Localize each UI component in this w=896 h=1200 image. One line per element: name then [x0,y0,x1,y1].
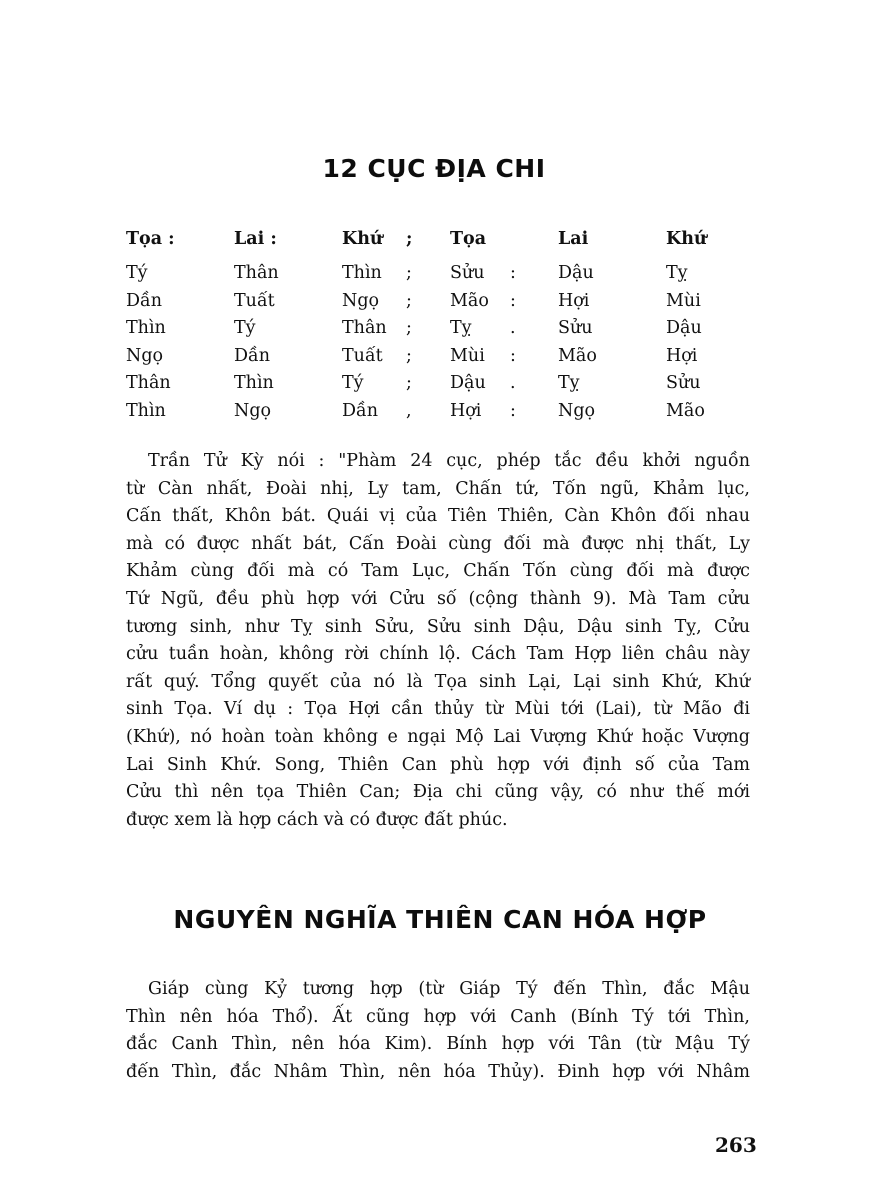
section-title-nguyen-nghia-thien-can: NGUYÊN NGHĨA THIÊN CAN HÓA HỢP [173,905,707,934]
section-title-12-cuc-dia-chi: 12 CỤC ĐỊA CHI [322,154,546,183]
cell: Tuất [342,345,383,366]
cell: Tỵ [558,373,580,393]
table-row [126,315,766,343]
cell: Thân [126,373,171,393]
cell: Hợi [450,400,482,421]
text-line: (Khứ), nó hoàn toàn không e ngại Mộ Lai Vượng Khứ hoặc Vượng [126,726,750,747]
text-line: rất quý. Tổng quyết của nó là Tọa sinh Lại, Lại sinh Khứ, Khứ [126,671,750,692]
cell: Ngọ [342,290,380,311]
header-lai-1: Lai : [234,229,277,249]
cell: Hợi [558,290,590,311]
table-row [126,398,766,426]
table-row [126,343,766,371]
header-lai-2: Lai [558,229,589,249]
separator: : [510,290,516,311]
separator: , [406,400,412,421]
cell: Thân [342,318,387,338]
cell: Ngọ [558,400,596,421]
cell: Dần [126,290,163,311]
header-khu-1: Khứ [342,229,383,249]
table-row [126,288,766,316]
page-number: 263 [715,1133,757,1157]
cell: Thìn [234,373,274,393]
cell: Dần [234,345,271,366]
separator: ; [406,373,412,393]
cell: Tý [126,263,148,283]
cell: Sửu [450,263,485,283]
text-line: Cửu thì nên tọa Thiên Can; Địa chi cũng vậy, có như thế mới [126,782,750,803]
text-line: sinh Tọa. Ví dụ : Tọa Hợi cần thủy từ Mùi tới (Lai), từ Mão đi [126,699,750,720]
text-line: Khảm cùng đối mà có Tam Lục, Chấn Tốn cùng đối mà được [126,561,750,582]
cell: Dậu [450,373,486,393]
text-line: Trần Tử Kỳ nói : "Phàm 24 cục, phép tắc đều khởi nguồn [148,451,750,471]
text-line: từ Càn nhất, Đoài nhị, Ly tam, Chấn tứ, Tốn ngũ, Khảm lục, [126,478,750,499]
cell: Hợi [666,345,698,366]
separator: : [510,345,516,366]
cell: Dậu [666,318,702,338]
text-line: tương sinh, như Tỵ sinh Sửu, Sửu sinh Dậu, Dậu sinh Tỵ, Cửu [126,616,750,637]
cell: Dậu [558,263,594,283]
cell: Mùi [666,290,701,311]
text-line: Thìn nên hóa Thổ). Ất cũng hợp với Canh (Bính Tý tới Thìn, [126,1006,750,1027]
table-row [126,370,766,398]
table-row [126,260,766,288]
table-header-row [126,226,766,260]
cell: Tý [234,318,256,338]
cell: Thìn [126,400,166,421]
cell: Mão [666,400,705,421]
cell: Thân [234,263,279,283]
separator: ; [406,345,412,366]
separator: ; [406,290,412,311]
text-line: mà có được nhất bát, Cấn Đoài cùng đối mà được nhị thất, Ly [126,533,750,554]
separator: . [510,318,516,338]
text-line: đến Thìn, đắc Nhâm Thìn, nên hóa Thủy). Đinh hợp với Nhâm [126,1061,750,1082]
separator: : [510,263,516,283]
cell: Mão [558,345,597,366]
paragraph-thien-can-hoa-hop [126,976,750,1086]
cell: Ngọ [126,345,164,366]
text-line: được xem là hợp cách và có được đất phúc. [126,809,508,830]
separator: ; [406,263,412,283]
cell: Sửu [558,318,593,338]
separator: : [510,400,516,421]
cell: Mùi [450,345,485,366]
cell: Sửu [666,373,701,393]
paragraph-tran-tu-ky [126,448,750,834]
text-line: Tứ Ngũ, đều phù hợp với Cửu số (cộng thành 9). Mà Tam cửu [126,588,750,609]
text-line: đắc Canh Thìn, nên hóa Kim). Bính hợp với Tân (từ Mậu Tý [126,1034,750,1055]
cell: Mão [450,290,489,311]
dia-chi-table [126,226,766,425]
header-toa-2: Tọa [450,229,487,249]
cell: Tỵ [450,318,472,338]
cell: Tỵ [666,263,688,283]
header-khu-2: Khứ [666,229,707,249]
cell: Dần [342,400,379,421]
cell: Tý [342,373,364,393]
text-line: Giáp cùng Kỷ tương hợp (từ Giáp Tý đến Thìn, đắc Mậu [148,979,750,999]
separator: . [510,373,516,393]
text-line: Lai Sinh Khứ. Song, Thiên Can phù hợp với định số của Tam [126,754,750,775]
cell: Tuất [234,290,275,311]
header-toa-1: Tọa : [126,229,175,249]
cell: Ngọ [234,400,272,421]
text-line: cửu tuần hoàn, không rời chính lộ. Cách Tam Hợp liên châu này [126,644,750,665]
header-separator: ; [406,229,413,249]
separator: ; [406,318,412,338]
text-line: Cấn thất, Khôn bát. Quái vị của Tiên Thiên, Càn Khôn đối nhau [126,506,750,527]
cell: Thìn [342,263,382,283]
cell: Thìn [126,318,166,338]
